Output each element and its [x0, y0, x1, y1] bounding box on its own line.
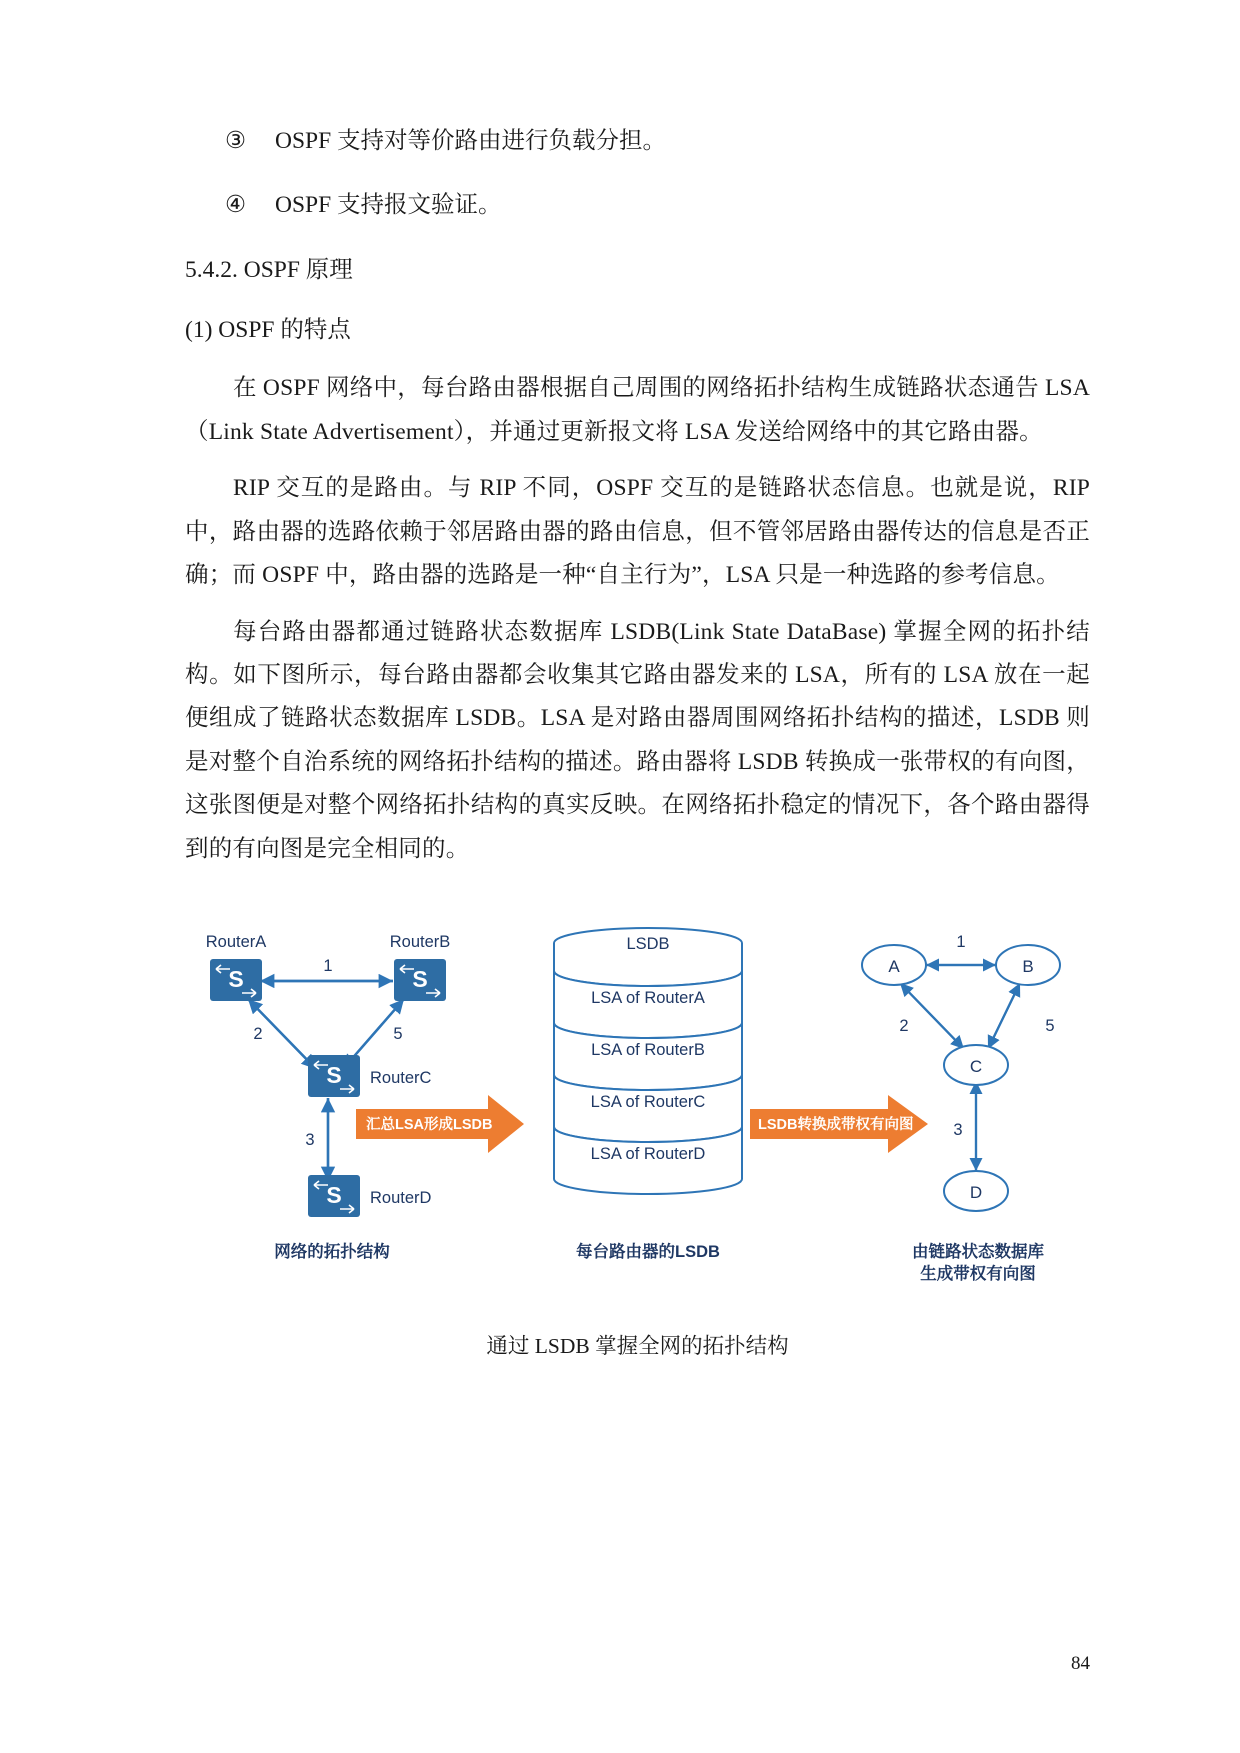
graph-weight-ac: 2 — [898, 1017, 909, 1036]
link-weight-cd: 3 — [304, 1131, 315, 1150]
graph-weight-cd: 3 — [952, 1121, 963, 1140]
arrow-aggregate-lsa — [356, 1095, 524, 1153]
router-glyph: S — [325, 1182, 342, 1209]
arrow-label-2: LSDB转换成带权有向图 — [757, 1117, 913, 1134]
graph-node-a: A — [887, 957, 900, 977]
sub-caption-graph-line2: 生成带权有向图 — [919, 1265, 1036, 1284]
router-glyph: S — [325, 1062, 342, 1089]
paragraph-1: 在 OSPF 网络中，每台路由器根据自己周围的网络拓扑结构生成链路状态通告 LSA（Link State Advertisement），并通过更新报文将 LSA 发送给网络中的其它路由器。 — [185, 375, 1090, 445]
weighted-graph — [862, 933, 1060, 1211]
graph-weight-bc: 5 — [1044, 1017, 1055, 1036]
sub-caption-graph-line1: 由链路状态数据库 — [911, 1243, 1044, 1262]
router-label-a: RouterA — [205, 933, 266, 952]
list-marker: ④ — [225, 192, 247, 219]
lsdb-title: LSDB — [625, 935, 670, 954]
list-item-text: OSPF 支持报文验证。 — [275, 192, 502, 219]
graph-node-c: C — [969, 1057, 982, 1077]
router-glyph: S — [227, 966, 244, 993]
arrow-convert-graph — [750, 1095, 928, 1153]
lsdb-entry-a: LSA of RouterA — [590, 989, 705, 1008]
page-number: 84 — [1071, 1653, 1090, 1674]
router-label-c: RouterC — [369, 1069, 431, 1088]
subsection-heading: (1) OSPF 的特点 — [185, 316, 351, 343]
sub-caption-lsdb: 每台路由器的LSDB — [575, 1243, 720, 1262]
paragraph-2: RIP 交互的是路由。与 RIP 不同，OSPF 交互的是链路状态信息。也就是说，RIP 中，路由器的选路依赖于邻居路由器的路由信息，但不管邻居路由器传达的信息是否正确；而 OSPF 中，路由器的选路是一种“自主行为”，LSA 只是一种选路的参考信息。 — [185, 475, 1090, 589]
graph-node-b: B — [1021, 957, 1034, 977]
arrow-label-1: 汇总LSA形成LSDB — [365, 1117, 492, 1134]
lsdb-entry-c: LSA of RouterC — [590, 1093, 705, 1112]
figure-caption: 通过 LSDB 掌握全网的拓扑结构 — [486, 1334, 789, 1359]
router-label-d: RouterD — [369, 1189, 431, 1208]
list-item-text: OSPF 支持对等价路由进行负载分担。 — [275, 128, 667, 154]
router-glyph: S — [411, 966, 428, 993]
section-heading: 5.4.2. OSPF 原理 — [185, 256, 353, 283]
link-weight-ac: 2 — [252, 1025, 263, 1044]
list-marker: ③ — [225, 128, 247, 154]
router-label-b: RouterB — [389, 933, 450, 952]
graph-node-d: D — [969, 1183, 982, 1203]
lsdb-entry-b: LSA of RouterB — [590, 1041, 705, 1060]
graph-weight-ab: 1 — [955, 933, 966, 952]
figure-lsdb-topology — [185, 913, 1090, 1360]
paragraph-3: 每台路由器都通过链路状态数据库 LSDB(Link State DataBase) 掌握全网的拓扑结构。如下图所示，每台路由器都会收集其它路由器发来的 LSA，所有的 LSA 放在一起便组成了链路状态数据库 LSDB。LSA 是对路由器周围网络拓扑结构的描述，LSDB 则是对整个自治系统的网络拓扑结构的描述。路由器将 LSDB 转换成一张带权的有向图，这张图便是对整个网络拓扑结构的真实反映。在网络拓扑稳定的情况下，各个路由器得到的有向图是完全相同的。 — [185, 618, 1090, 862]
link-weight-bc: 5 — [392, 1025, 403, 1044]
figure-svg — [188, 913, 1088, 1303]
list-item — [185, 120, 1090, 162]
lsdb-entry-d: LSA of RouterD — [590, 1145, 705, 1164]
link-weight-ab: 1 — [322, 957, 333, 976]
lsdb-stack — [554, 928, 742, 1194]
list-item — [185, 184, 1090, 226]
sub-caption-topology: 网络的拓扑结构 — [273, 1243, 390, 1262]
